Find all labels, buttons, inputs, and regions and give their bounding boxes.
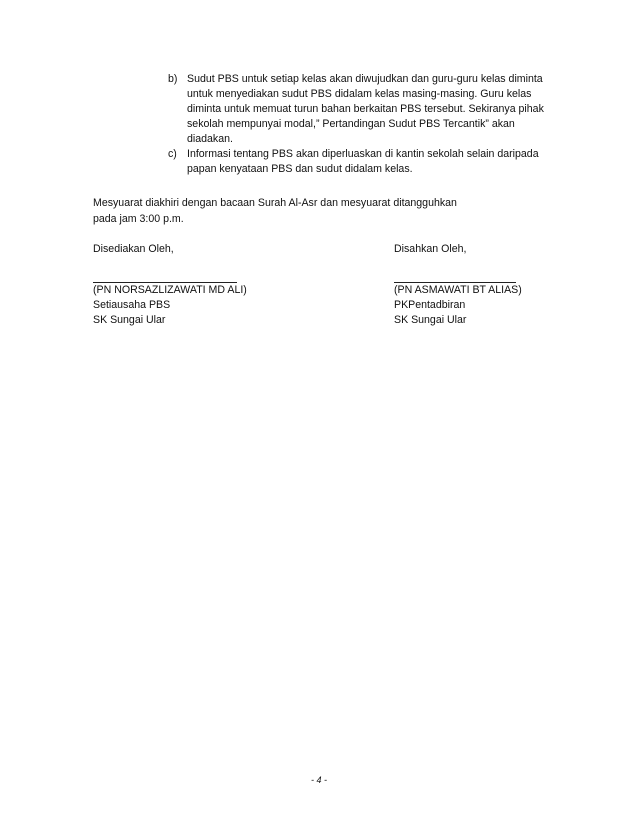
signature-heading: Disahkan Oleh, (394, 243, 467, 255)
signatory-name: (PN ASMAWATI BT ALIAS) (394, 284, 522, 296)
list-marker: b) (168, 73, 178, 85)
closing-statement (93, 195, 513, 227)
signatory-school: SK Sungai Ular (394, 314, 467, 326)
list-item-text: Informasi tentang PBS akan diperluaskan di kantin sekolah selain daripada papan kenyataan PBS dan sudut didalam kelas. (187, 148, 539, 175)
signatory-title: PKPentadbiran (394, 299, 466, 311)
signature-prepared-by (93, 242, 293, 328)
list-item-text: Sudut PBS untuk setiap kelas akan diwujudkan dan guru-guru kelas diminta untuk menyediakan sudut PBS didalam kelas masing-masing. Guru kelas diminta untuk memuat turun bahan berkaitan PBS tersebut. Sekiranya pihak sekolah mempunyai modal,” Pertandingan Sudut PBS Tercantik” akan diadakan. (187, 73, 544, 145)
closing-line-1: Mesyuarat diakhiri dengan bacaan Surah Al-Asr dan mesyuarat ditangguhkan (93, 197, 457, 209)
closing-line-2: pada jam 3:00 p.m. (93, 213, 184, 225)
signature-heading: Disediakan Oleh, (93, 243, 174, 255)
signatory-name: (PN NORSAZLIZAWATI MD ALI) (93, 284, 247, 296)
minutes-list (160, 72, 550, 177)
page-number: - 4 - (310, 775, 327, 785)
signature-approved-by (394, 242, 594, 328)
signatory-title: Setiausaha PBS (93, 299, 171, 311)
list-marker: c) (168, 148, 177, 160)
signatory-school: SK Sungai Ular (93, 314, 166, 326)
list-item-c (160, 147, 550, 177)
list-item-b (160, 72, 550, 147)
